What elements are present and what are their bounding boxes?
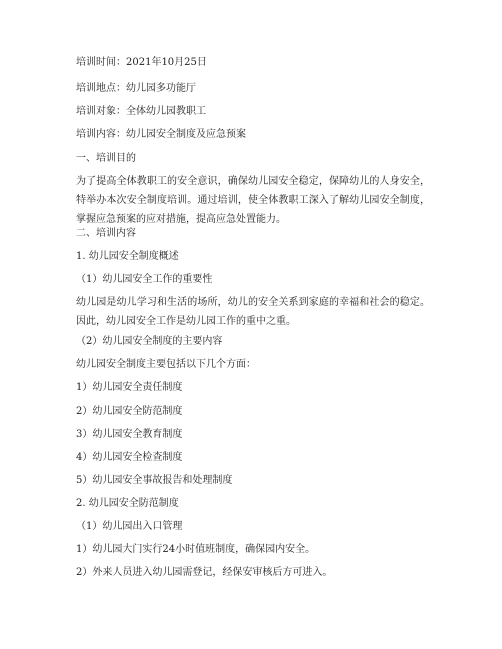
- list-item: 1）幼儿园大门实行24小时值班制度，确保园内安全。: [76, 544, 316, 555]
- list-item: 4）幼儿园安全检查制度: [76, 452, 183, 463]
- list-item: 5）幼儿园安全事故报告和处理制度: [76, 475, 233, 486]
- item-heading-overview: 1. 幼儿园安全制度概述: [76, 251, 179, 262]
- training-time: 培训时间：2021年10月25日: [76, 57, 207, 68]
- list-item: 2）幼儿园安全防范制度: [76, 406, 183, 417]
- subheading-main-content: （2）幼儿园安全制度的主要内容: [76, 336, 223, 347]
- section-heading-purpose: 一、培训目的: [76, 153, 136, 164]
- list-item: 2）外来人员进入幼儿园需登记，经保安审核后方可进入。: [76, 567, 333, 578]
- training-content: 培训内容：幼儿园安全制度及应急预案: [76, 129, 246, 140]
- item-heading-prevention: 2. 幼儿园安全防范制度: [76, 498, 179, 509]
- subheading-entrance: （1）幼儿园出入口管理: [76, 521, 183, 532]
- section-heading-content: 二、培训内容: [76, 228, 136, 239]
- importance-paragraph: 幼儿园是幼儿学习和生活的场所，幼儿的安全关系到家庭的幸福和社会的稳定。因此，幼儿园安全工作是幼儿园工作的重中之重。: [76, 297, 430, 327]
- training-location: 培训地点：幼儿园多功能厅: [76, 83, 196, 94]
- list-item: 3）幼儿园安全教育制度: [76, 429, 183, 440]
- main-content-intro: 幼儿园安全制度主要包括以下几个方面：: [76, 359, 256, 370]
- list-item: 1）幼儿园安全责任制度: [76, 382, 183, 393]
- training-audience: 培训对象：全体幼儿园教职工: [76, 106, 206, 117]
- subheading-importance: （1）幼儿园安全工作的重要性: [76, 274, 213, 285]
- purpose-paragraph: 为了提高全体教职工的安全意识，确保幼儿园安全稳定，保障幼儿的人身安全，特举办本次安全制度培训。通过培训，使全体教职工深入了解幼儿园安全制度，掌握应急预案的应对措施，提高应急处置能力。: [76, 176, 430, 225]
